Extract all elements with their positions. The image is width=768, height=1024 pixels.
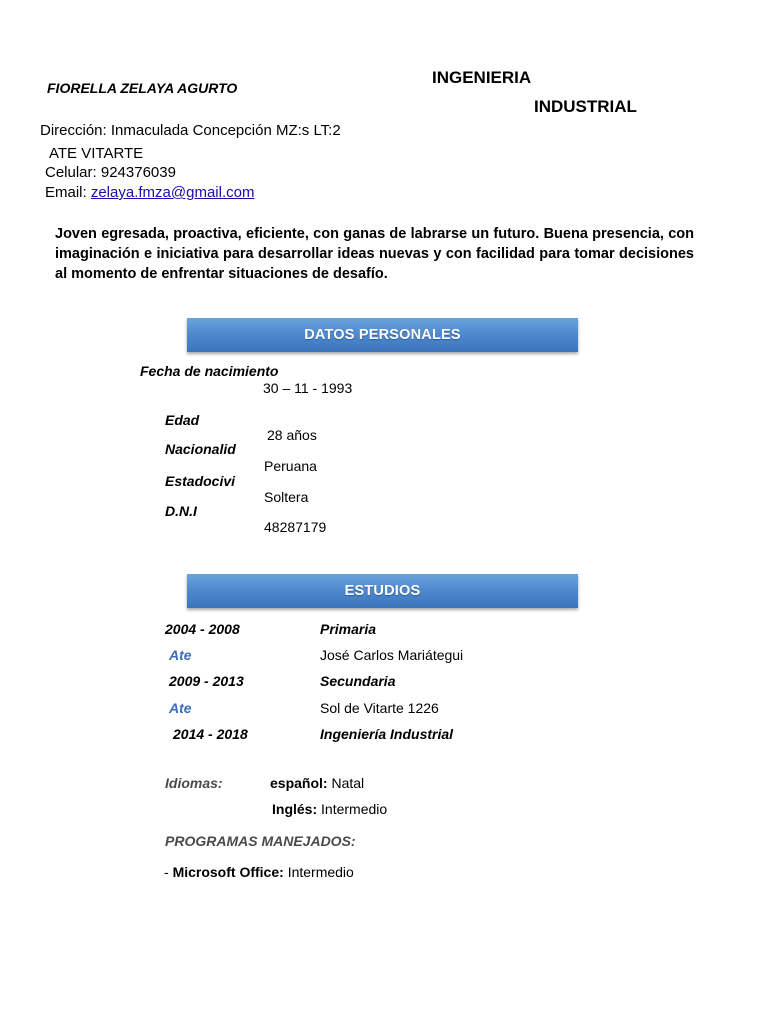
language-item [272, 801, 387, 817]
civil-status-value: Soltera [264, 489, 309, 505]
candidate-name: FIORELLA ZELAYA AGURTO [47, 80, 238, 96]
study-level: Primaria [320, 621, 377, 637]
phone-text: Celular: 924376039 [45, 164, 176, 181]
address-line1: Dirección: Inmaculada Concepción MZ:s LT:2 [40, 122, 341, 139]
language-item [270, 775, 364, 791]
dni-label: D.N.I [165, 503, 197, 519]
study-period: 2014 - 2018 [173, 726, 248, 742]
languages-label: Idiomas: [165, 775, 223, 791]
program-item [164, 864, 354, 880]
birth-value: 30 – 11 - 1993 [263, 380, 353, 396]
study-school: José Carlos Mariátegui [320, 647, 464, 663]
section-header-personal: DATOS PERSONALES [187, 318, 578, 352]
program-name: Microsoft Office: [172, 864, 284, 880]
study-level: Ingeniería Industrial [320, 726, 454, 742]
section-header-studies: ESTUDIOS [187, 574, 578, 608]
study-period: 2009 - 2013 [169, 673, 244, 689]
programs-label: PROGRAMAS MANEJADOS: [165, 833, 356, 849]
dni-value: 48287179 [264, 519, 327, 535]
study-place: Ate [169, 700, 192, 716]
email-link[interactable]: zelaya.fmza@gmail.com [90, 184, 255, 201]
profile-summary: Joven egresada, proactiva, eficiente, con ganas de labrarse un futuro. Buena presencia, con imaginación e iniciativa para desarrollar ideas nuevas y con facilidad para tomar decisiones al momento de enfrentar situaciones de desafío. [55, 226, 694, 282]
age-label: Edad [165, 412, 200, 428]
study-period: 2004 - 2008 [165, 621, 240, 637]
civil-status-label: Estadocivi [165, 473, 236, 489]
program-level: Intermedio [287, 864, 354, 880]
language-name: Inglés: [272, 801, 318, 817]
career-title-line1: INGENIERIA [432, 68, 532, 87]
age-value: 28 años [267, 427, 317, 443]
program-bullet: - [164, 864, 173, 880]
study-level: Secundaria [320, 673, 396, 689]
study-place: Ate [169, 647, 192, 663]
email-label: Email: [45, 184, 91, 201]
email-line [45, 184, 254, 201]
nationality-value: Peruana [264, 458, 317, 474]
language-name: español: [270, 775, 328, 791]
career-title-line2: INDUSTRIAL [534, 97, 637, 116]
address-line2: ATE VITARTE [49, 145, 144, 162]
study-school: Sol de Vitarte 1226 [320, 700, 439, 716]
language-level: Natal [331, 775, 365, 791]
language-level: Intermedio [321, 801, 388, 817]
nationality-label: Nacionalid [165, 441, 236, 457]
birth-label: Fecha de nacimiento [140, 363, 279, 379]
